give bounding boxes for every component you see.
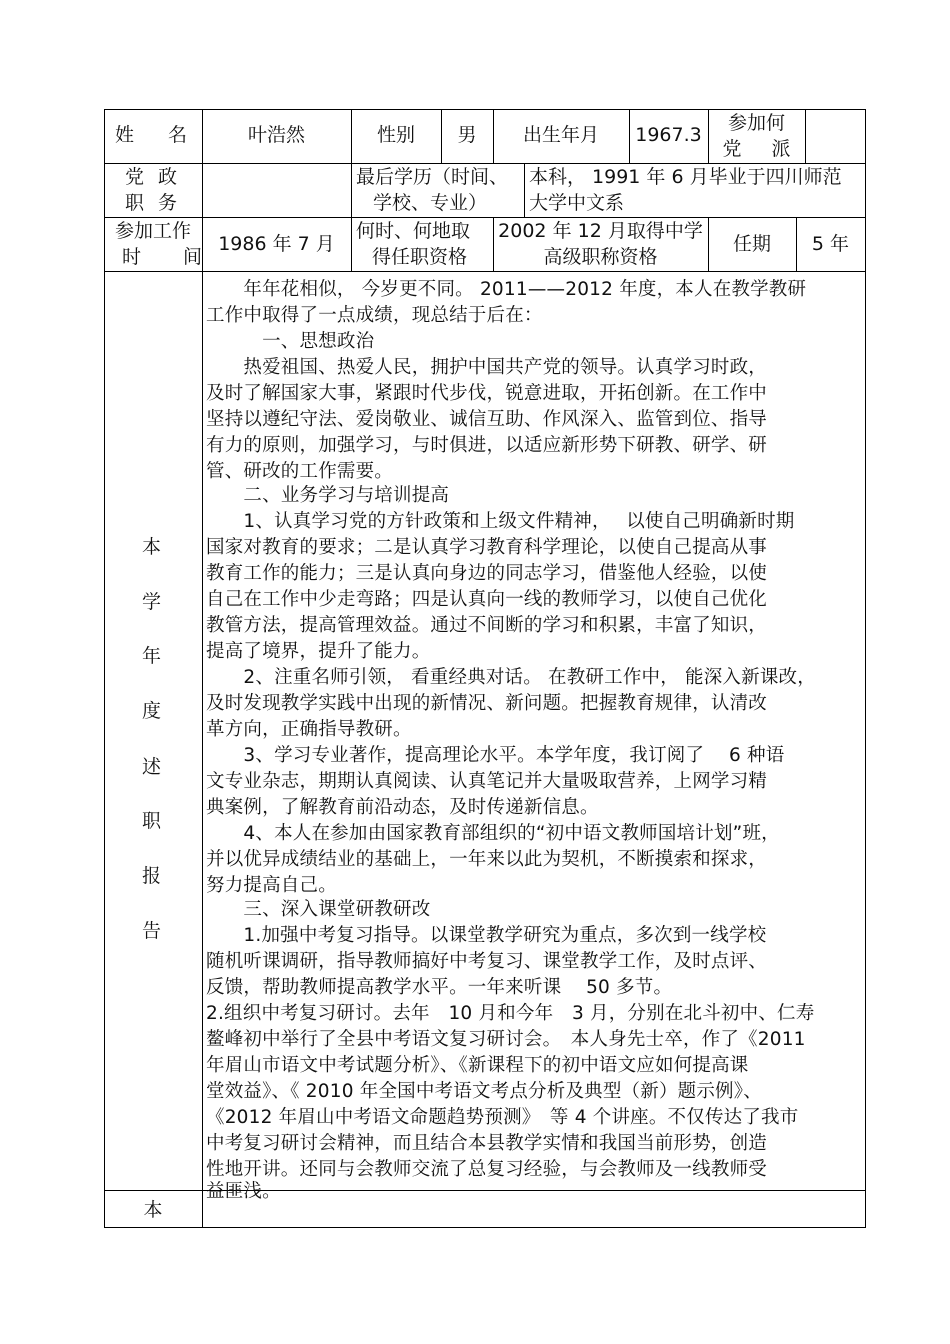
party-label-line1: 参加何 [727,112,785,134]
report-body-line: 提高了境界，提升了能力。 [206,641,431,662]
qualification-label-line1: 何时、何地取 [356,220,471,242]
next-section-label: 本 [143,1199,163,1221]
report-body-line: 三、深入课堂研教研改 [206,899,431,920]
row-divider-2 [104,217,866,218]
report-side-char: 告 [142,920,162,942]
report-body-line: 中考复习研讨会精神，而且结合本县教学实情和我国当前形势，创造 [206,1133,768,1154]
row-divider-3 [104,271,866,272]
report-body-line: 鳌峰初中举行了全县中考语文复习研讨会。 本人身先士卒，作了《2011 [206,1029,806,1050]
birth-value: 1967.3 [635,124,702,146]
report-body-line: 堂效益》、《 2010 年全国中考语文考点分析及典型（新）题示例》、 [206,1081,762,1102]
qualification-label-line2: 得任职资格 [372,246,468,268]
education-label-line1: 最后学历（时间、 [356,166,509,188]
report-body-line: 典案例，了解教育前沿动态，及时传递新信息。 [206,797,599,818]
report-body-line: 反馈，帮助教师提高教学水平。一年来听课 50 多节。 [206,977,673,998]
report-body-line: 《2012 年眉山中考语文命题趋势预测》 等 4 个讲座。不仅传达了我市 [206,1107,799,1128]
name-value: 叶浩然 [247,124,305,146]
report-body-line: 教育工作的能力；三是认真向身边的同志学习，借鉴他人经验，以使 [206,563,768,584]
report-side-char: 职 [142,810,162,832]
post-label-line2: 职 务 [124,192,182,214]
work-start-label-line2: 时 间 [122,246,221,268]
qualification-value-line2: 高级职称资格 [543,246,658,268]
report-side-char: 报 [142,865,162,887]
report-body-line: 并以优异成绩结业的基础上，一年来以此为契机，不断摸索和探求， [206,849,768,870]
report-body-line: 管、研改的工作需要。 [206,461,394,482]
report-body-line: 4、本人在参加由国家教育部组织的“初中语文教师国培计划”班， [206,823,780,844]
report-side-char: 本 [142,536,162,558]
report-side-char: 年 [142,645,162,667]
report-body-line: 2、注重名师引领， 看重经典对话。 在教研工作中， 能深入新课改， [206,667,816,688]
gender-label: 性别 [376,124,415,146]
party-label-line2: 党 派 [722,138,803,160]
row3-divider [351,217,352,271]
table-border-right [865,109,866,1228]
report-body-line: 1.加强中考复习指导。以课堂教学研究为重点，多次到一线学校 [206,925,767,946]
row1-divider [805,109,806,163]
education-value-line1: 本科， 1991 年 6 月毕业于四川师范 [529,166,842,188]
report-body-line: 年年花相似， 今岁更不同。 2011——2012 年度，本人在教学教研 [206,279,807,300]
report-body-line: 3、学习专业著作，提高理论水平。本学年度，我订阅了 6 种语 [206,745,785,766]
label-column-divider [202,109,203,1228]
work-start-value: 1986 年 7 月 [218,233,335,255]
post-label-line1: 党 政 [124,166,182,188]
report-side-char: 度 [142,700,162,722]
report-body-line: 性地开讲。还同与会教师交流了总复习经验，与会教师及一线教师受 [206,1159,768,1180]
report-body-line: 随机听课调研，指导教师搞好中考复习、课堂教学工作，及时点评、 [206,951,768,972]
report-body-line: 努力提高自己。 [206,875,337,896]
report-body-line: 2.组织中考复习研讨。去年 10 月和今年 3 月，分别在北斗初中、仁寿 [206,1003,815,1024]
report-body-line: 坚持以遵纪守法、爱岗敬业、诚信互助、作风深入、监管到位、指导 [206,409,768,430]
birth-label: 出生年月 [522,124,599,146]
qualification-value-line1: 2002 年 12 月取得中学 [498,220,703,242]
report-body-line: 工作中取得了一点成绩，现总结于后在： [206,305,543,326]
report-body-line: 二、业务学习与培训提高 [206,485,450,506]
report-body-line: 及时发现教学实践中出现的新情况、新问题。把握教育规律，认清改 [206,693,768,714]
report-side-char: 学 [142,591,162,613]
table-border-left [104,109,105,1228]
report-body-line: 教管方法，提高管理效益。通过不间断的学习和积累，丰富了知识， [206,615,768,636]
report-body-line: 热爱祖国、热爱人民，拥护中国共产党的领导。认真学习时政， [206,357,768,378]
work-start-label-line1: 参加工作 [114,220,191,242]
report-body-line: 革方向，正确指导教研。 [206,719,412,740]
term-value: 5 年 [811,233,850,255]
report-body-line: 及时了解国家大事，紧跟时代步伐，锐意进取，开拓创新。在工作中 [206,383,768,404]
row2-divider [524,163,525,217]
report-body-line: 益匪浅。 [206,1181,281,1202]
report-body-line: 年眉山市语文中考试题分析》、《新课程下的初中语文应如何提高课 [206,1055,749,1076]
report-body-line: 文专业杂志，期期认真阅读、认真笔记并大量吸取营养，上网学习精 [206,771,768,792]
education-value-line2: 大学中文系 [529,192,625,214]
gender-value: 男 [457,124,477,146]
report-body-line: 自己在工作中少走弯路；四是认真向一线的教师学习，以使自己优化 [206,589,768,610]
row2-divider [351,163,352,217]
term-label: 任期 [732,233,771,255]
table-border-bottom [104,1227,866,1228]
report-body-line: 一、思想政治 [206,331,375,352]
name-label: 姓 名 [114,124,202,146]
education-label-line2: 学校、专业） [373,192,488,214]
report-body-line: 国家对教育的要求；二是认真学习教育科学理论，以使自己提高从事 [206,537,768,558]
report-side-char: 述 [142,756,162,778]
report-body-line: 1、认真学习党的方针政策和上级文件精神， 以使自己明确新时期 [206,511,795,532]
report-body-line: 有力的原则，加强学习，与时俱进，以适应新形势下研教、研学、研 [206,435,768,456]
